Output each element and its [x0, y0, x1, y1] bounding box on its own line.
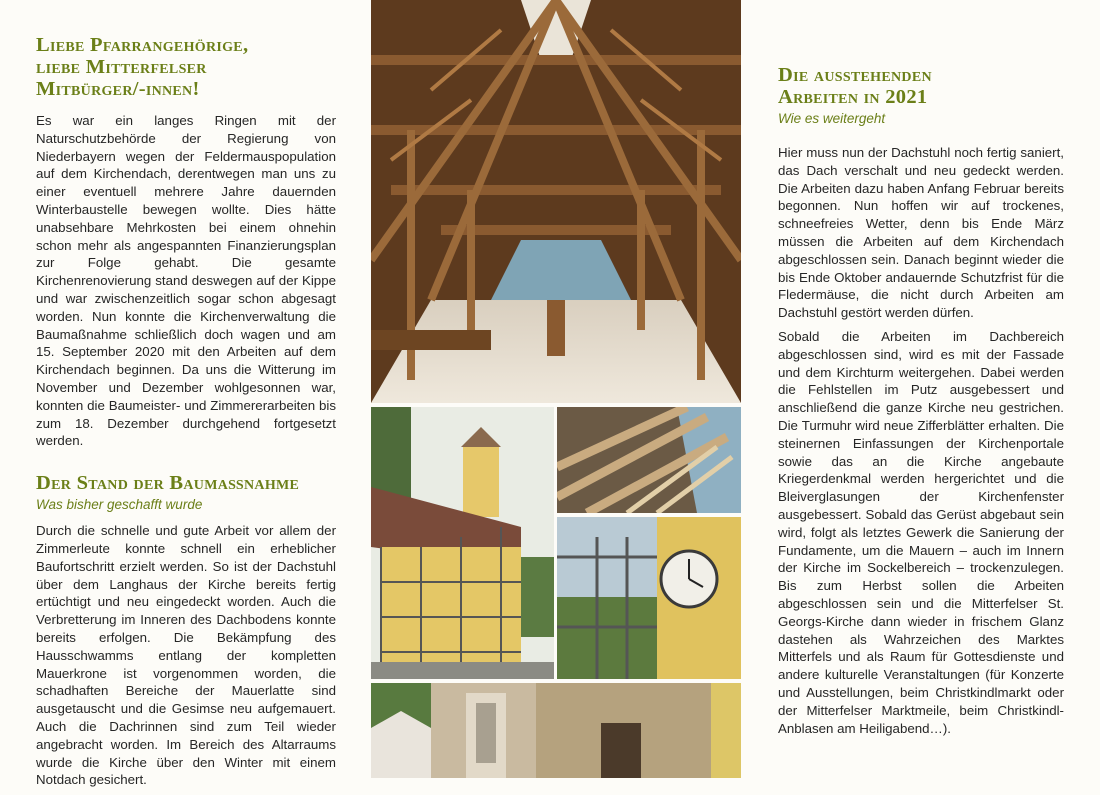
status-paragraph: Durch die schnelle und gute Arbeit vor allem der Zimmerleute konnte schnell ein erheblicher Baufortschritt erzielt werden. So ist der Dachstuhl über dem Langhaus der Kirche bereits fertig ertüchtigt und neu eingedeckt worden. Auch die Verbretterung im Inneren des Dachbodens konnte bereits erfolgen. Die Bekämpfung des Hausschwamms entlang der kompletten Mauerkrone ist vorgenommen worden, die schadhaften Bereiche der Mauerlatte sind ausgetauscht und die Gesimse neu aufgemauert. Auch die Dachrinnen sind zum Teil wieder angebracht worden. Im Bereich des Altarraums wurde die Kirche über den Winter mit einem Notdach gesichert.: [36, 523, 336, 788]
right-column: [778, 64, 1064, 743]
roof-beams-photo: [557, 407, 741, 513]
greeting-line-2: liebe Mitterfelser: [36, 56, 207, 78]
greeting-line-1: Liebe Pfarrangehörige,: [36, 34, 249, 56]
greeting-line-3: Mitbürger/-innen!: [36, 78, 200, 100]
tower-clock-photo: [557, 517, 741, 679]
war-memorial-wall-photo: [371, 683, 741, 778]
upcoming-heading: [778, 64, 1064, 108]
upcoming-line-1: Die ausstehenden: [778, 64, 932, 86]
upcoming-subheading: Wie es weitergeht: [778, 111, 886, 126]
upcoming-paragraph-2: Sobald die Arbeiten im Dachbereich abgeschlossen sind, wird es mit der Fassade und dem Kirchturm weitergehen. Dabei werden die Fehlstellen im Putz ausgebessert und anschließend die ganze Kirche neu gestrichen. Die Turmuhr wird neue Zifferblätter erhalten. Die steinernen Einfassungen der Kirchenportale sowie das an die Kirche angebaute Kriegerdenkmal werden hergerichtet und die Bleiverglasungen der Kirchenfenster ausgebessert. Sobald das Gerüst abgebaut sein wird, folgt als letztes Gewerk die Sanierung der Fundamente, um die Mauern – auch im Innern der Kirche im Sockelbereich – trockenzulegen. Bis zum Herbst sollen die Arbeiten abgeschlossen sein und die Mitterfelser St. Georgs-Kirche dann wieder in frischem Glanz dastehen als Wahrzeichen des Marktes Mitterfels und als Raum für Gottesdienste und andere kulturelle Veranstaltungen (für Konzerte und Ausstellungen, beim Christkindlmarkt oder der Mitterfelser Marktmeile, beim Christkindl-Anblasen am Heiligabend…).: [778, 328, 1064, 736]
upcoming-line-2: Arbeiten in 2021: [778, 86, 928, 108]
greeting-heading: [36, 34, 336, 100]
status-subheading: Was bisher geschafft wurde: [36, 497, 203, 513]
status-heading: Der Stand der Baumaßnahme: [36, 472, 300, 495]
roof-truss-photo: [371, 0, 741, 403]
left-column: [36, 34, 336, 795]
upcoming-paragraph-1: Hier muss nun der Dachstuhl noch fertig saniert, das Dach verschalt und neu gedeckt werden. Die Arbeiten dazu haben Anfang Februar bereits begonnen. Nun hoffen wir auf trockenes, schneefreies Wetter, denn bis Ende März müssen die Arbeiten auf dem Kirchendach abgeschlossen sein. Danach beginnt wieder die bis Ende Oktober andauernde Schutzfrist für die Fledermäuse, die nicht durch Arbeiten am Dachstuhl gestört werden dürfen.: [778, 145, 1064, 321]
church-scaffolding-photo: [371, 407, 554, 679]
intro-paragraph: Es war ein langes Ringen mit der Naturschutzbehörde der Regierung von Niederbayern wegen der Feldermauspopulation auf dem Kirchendach, derentwegen man uns zu einer eventuell mehrere Jahre dauernden Winterbaustelle bewegen wollte. Dies hätte unabsehbare Mehrkosten bei einem ohnehin schon mehr als angespannten Finanzierungsplan zur Folge gehabt. Die gesamte Kirchenrenovierung stand deswegen auf der Kippe und war zwischenzeitlich sogar schon abgesagt worden. Nun konnte die Kirchenverwaltung die Baumaßnahme schließlich doch wagen und am 15. September 2020 mit den Arbeiten auf dem Kirchendach beginnen. Da uns die Witterung im November und Dezember wohlgesonnen war, konnten die Baumeister- und Zimmererarbeiten bis zum 18. Dezember durchgehend fortgesetzt werden.: [36, 113, 336, 449]
